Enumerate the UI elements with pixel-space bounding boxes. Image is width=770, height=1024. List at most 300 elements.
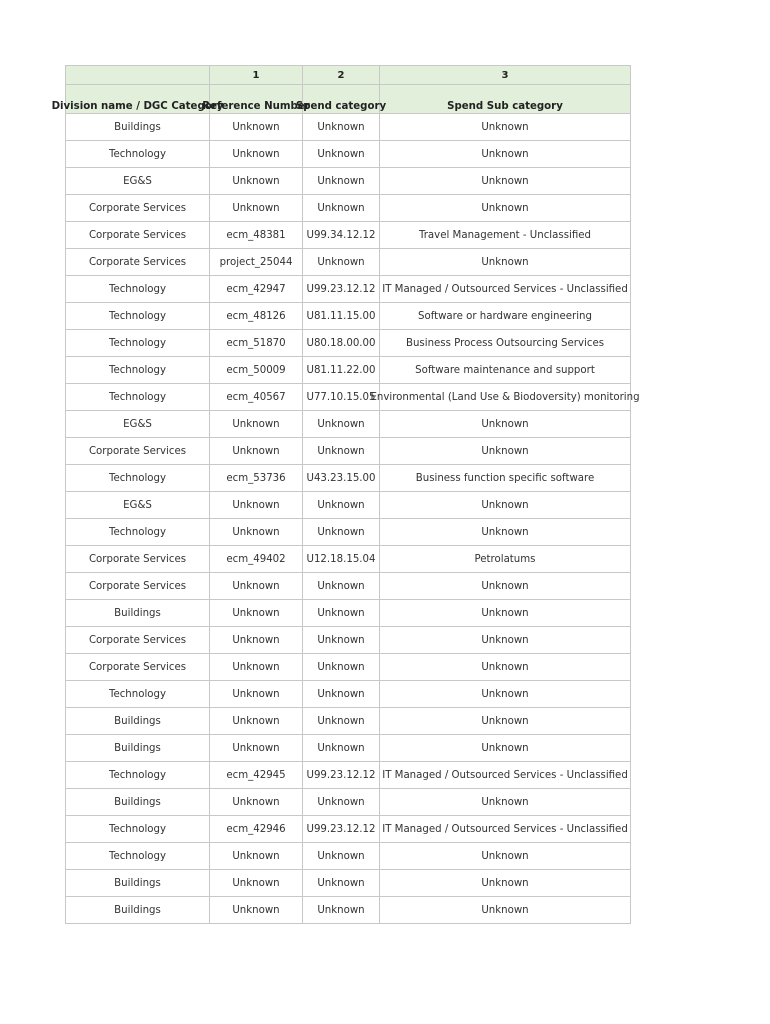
- cell-division: [66, 519, 210, 546]
- cell-spend-category: [303, 195, 380, 222]
- cell-text: Unknown: [317, 580, 365, 592]
- cell-wrap: [66, 851, 209, 862]
- cell-text: Technology: [108, 337, 167, 349]
- cell-spend-sub-category: [380, 330, 631, 357]
- header-reference-wrap: [202, 101, 310, 112]
- header-spend-category: [295, 85, 387, 114]
- cell-wrap: [210, 284, 302, 295]
- header-spend-category-label: Spend category: [295, 101, 387, 112]
- cell-text: Unknown: [317, 526, 365, 538]
- cell-text: Unknown: [232, 499, 280, 511]
- cell-text: U80.18.00.00: [306, 337, 376, 349]
- cell-spend-category: [303, 897, 380, 924]
- cell-reference-number: [210, 141, 303, 168]
- cell-wrap: [66, 689, 209, 700]
- cell-division: [66, 438, 210, 465]
- cell-spend-category: [303, 276, 380, 303]
- table-row: [66, 276, 631, 303]
- cell-text: Unknown: [232, 445, 280, 457]
- table-row: [66, 843, 631, 870]
- cell-spend-sub-category: [370, 384, 640, 411]
- cell-reference-number: [210, 681, 303, 708]
- cell-wrap: [303, 230, 379, 241]
- cell-division: [66, 762, 210, 789]
- cell-spend-sub-category: [380, 627, 631, 654]
- cell-wrap: [210, 311, 302, 322]
- cell-reference-number: [210, 168, 303, 195]
- cell-spend-sub-category: [380, 195, 631, 222]
- cell-text: U99.34.12.12: [306, 229, 376, 241]
- cell-text: Unknown: [317, 661, 365, 673]
- cell-text: Buildings: [114, 607, 161, 619]
- cell-division: [66, 384, 210, 411]
- cell-wrap: [380, 419, 630, 430]
- cell-text: Unknown: [232, 688, 280, 700]
- cell-wrap: [210, 581, 302, 592]
- cell-reference-number: [210, 735, 303, 762]
- cell-reference-number: [210, 465, 303, 492]
- cell-reference-number: [210, 789, 303, 816]
- cell-text: Unknown: [232, 796, 280, 808]
- cell-text: Unknown: [317, 688, 365, 700]
- cell-text: Unknown: [317, 715, 365, 727]
- cell-text: ecm_48381: [226, 229, 286, 241]
- cell-division: [66, 195, 210, 222]
- cell-wrap: [303, 338, 379, 349]
- cell-wrap: [66, 446, 209, 457]
- cell-wrap: [303, 392, 379, 403]
- cell-wrap: [210, 419, 302, 430]
- cell-spend-sub-category: [380, 276, 631, 303]
- cell-wrap: [210, 338, 302, 349]
- table-row: [66, 384, 631, 411]
- cell-reference-number: [210, 546, 303, 573]
- cell-division: [66, 330, 210, 357]
- cell-reference-number: [210, 384, 303, 411]
- header-reference-number: [202, 85, 310, 114]
- cell-text: Technology: [108, 688, 167, 700]
- table-row: [66, 357, 631, 384]
- cell-wrap: [210, 446, 302, 457]
- cell-text: Technology: [108, 310, 167, 322]
- cell-text: U81.11.22.00: [306, 364, 376, 376]
- header-sub-category-wrap: [380, 101, 630, 112]
- cell-reference-number: [210, 195, 303, 222]
- cell-reference-number: [210, 519, 303, 546]
- cell-wrap: [66, 500, 209, 511]
- cell-text: Unknown: [317, 256, 365, 268]
- cell-spend-category: [303, 168, 380, 195]
- cell-text: Unknown: [232, 742, 280, 754]
- cell-reference-number: [210, 357, 303, 384]
- cell-division: [66, 681, 210, 708]
- cell-reference-number: [210, 303, 303, 330]
- cell-text: Unknown: [232, 634, 280, 646]
- cell-spend-sub-category: [380, 681, 631, 708]
- cell-text: Buildings: [114, 796, 161, 808]
- cell-text: Unknown: [481, 148, 529, 160]
- cell-wrap: [210, 743, 302, 754]
- cell-wrap: [380, 365, 630, 376]
- table-row: [66, 114, 631, 141]
- cell-wrap: [66, 554, 209, 565]
- cell-wrap: [303, 743, 379, 754]
- cell-division: [66, 627, 210, 654]
- cell-spend-sub-category: [380, 762, 631, 789]
- cell-wrap: [380, 230, 630, 241]
- cell-text: Business function specific software: [415, 472, 595, 484]
- cell-wrap: [66, 662, 209, 673]
- table-row: [66, 141, 631, 168]
- cell-division: [66, 708, 210, 735]
- cell-wrap: [303, 851, 379, 862]
- cell-wrap: [210, 230, 302, 241]
- cell-wrap: [380, 176, 630, 187]
- cell-spend-category: [303, 708, 380, 735]
- cell-reference-number: [210, 411, 303, 438]
- cell-wrap: [380, 122, 630, 133]
- cell-text: Unknown: [317, 877, 365, 889]
- cell-text: Unknown: [317, 445, 365, 457]
- cell-wrap: [210, 257, 302, 268]
- cell-wrap: [210, 716, 302, 727]
- cell-wrap: [303, 284, 379, 295]
- cell-wrap: [210, 797, 302, 808]
- cell-division: [66, 411, 210, 438]
- cell-wrap: [380, 851, 630, 862]
- cell-text: Unknown: [481, 688, 529, 700]
- cell-reference-number: [210, 843, 303, 870]
- cell-spend-category: [303, 762, 380, 789]
- cell-text: Technology: [108, 823, 167, 835]
- cell-spend-category: [303, 654, 380, 681]
- cell-text: Software maintenance and support: [415, 364, 595, 376]
- table-row: [66, 222, 631, 249]
- cell-text: Unknown: [481, 445, 529, 457]
- cell-text: Unknown: [317, 148, 365, 160]
- cell-text: Corporate Services: [88, 580, 187, 592]
- cell-wrap: [303, 527, 379, 538]
- cell-text: Unknown: [317, 904, 365, 916]
- cell-wrap: [66, 824, 209, 835]
- column-number-row: [66, 66, 631, 85]
- cell-spend-category: [303, 519, 380, 546]
- cell-wrap: [303, 662, 379, 673]
- cell-text: Technology: [108, 526, 167, 538]
- cell-text: Unknown: [232, 661, 280, 673]
- cell-spend-category: [303, 438, 380, 465]
- cell-spend-category: [303, 870, 380, 897]
- cell-wrap: [66, 473, 209, 484]
- cell-text: Technology: [108, 364, 167, 376]
- cell-wrap: [66, 257, 209, 268]
- cell-division: [66, 870, 210, 897]
- cell-text: ecm_50009: [226, 364, 286, 376]
- cell-wrap: [380, 311, 630, 322]
- cell-spend-category: [303, 843, 380, 870]
- cell-wrap: [66, 149, 209, 160]
- cell-text: Corporate Services: [88, 229, 187, 241]
- cell-spend-sub-category: [380, 222, 631, 249]
- cell-text: Unknown: [481, 715, 529, 727]
- cell-wrap: [66, 203, 209, 214]
- header-division-wrap: [51, 101, 224, 112]
- cell-wrap: [303, 203, 379, 214]
- cell-text: Unknown: [317, 742, 365, 754]
- table-row: [66, 249, 631, 276]
- cell-text: Buildings: [114, 742, 161, 754]
- table-row: [66, 897, 631, 924]
- cell-wrap: [210, 608, 302, 619]
- cell-text: Unknown: [232, 148, 280, 160]
- cell-text: Unknown: [481, 256, 529, 268]
- cell-wrap: [210, 824, 302, 835]
- cell-text: Buildings: [114, 121, 161, 133]
- table-body: [66, 114, 640, 924]
- table-row: [66, 411, 631, 438]
- cell-wrap: [66, 716, 209, 727]
- cell-spend-category: [303, 816, 380, 843]
- cell-reference-number: [210, 600, 303, 627]
- cell-wrap: [210, 554, 302, 565]
- cell-wrap: [380, 905, 630, 916]
- cell-division: [66, 303, 210, 330]
- cell-wrap: [66, 392, 209, 403]
- cell-text: ecm_51870: [226, 337, 286, 349]
- cell-text: U99.23.12.12: [306, 823, 376, 835]
- cell-spend-sub-category: [380, 519, 631, 546]
- cell-text: Unknown: [317, 202, 365, 214]
- cell-wrap: [210, 851, 302, 862]
- cell-text: Unknown: [232, 175, 280, 187]
- cell-reference-number: [210, 114, 303, 141]
- cell-spend-sub-category: [380, 411, 631, 438]
- cell-spend-category: [303, 303, 380, 330]
- cell-text: Technology: [108, 850, 167, 862]
- column-header-row: [66, 85, 631, 114]
- cell-spend-category: [303, 600, 380, 627]
- cell-spend-sub-category: [380, 114, 631, 141]
- cell-reference-number: [210, 870, 303, 897]
- cell-wrap: [370, 391, 640, 403]
- cell-text: IT Managed / Outsourced Services - Unclassified: [382, 823, 628, 835]
- cell-text: Technology: [108, 148, 167, 160]
- cell-wrap: [380, 446, 630, 457]
- cell-text: Technology: [108, 391, 167, 403]
- cell-text: Unknown: [317, 175, 365, 187]
- cell-reference-number: [210, 897, 303, 924]
- table-row: [66, 681, 631, 708]
- cell-text: Environmental (Land Use & Biodoversity) monitoring: [370, 391, 640, 403]
- cell-text: Business Process Outsourcing Services: [405, 337, 605, 349]
- cell-reference-number: [210, 222, 303, 249]
- column-number-cell: 2: [303, 66, 380, 85]
- cell-text: Unknown: [481, 634, 529, 646]
- cell-reference-number: [210, 654, 303, 681]
- cell-reference-number: [210, 762, 303, 789]
- cell-spend-category: [303, 249, 380, 276]
- cell-wrap: [66, 743, 209, 754]
- cell-wrap: [66, 311, 209, 322]
- table-row: [66, 573, 631, 600]
- cell-text: IT Managed / Outsourced Services - Unclassified: [382, 769, 628, 781]
- cell-text: ecm_42945: [226, 769, 286, 781]
- header-spend-sub-category: [380, 85, 631, 114]
- cell-wrap: [210, 770, 302, 781]
- cell-wrap: [303, 554, 379, 565]
- cell-wrap: [210, 500, 302, 511]
- cell-text: U77.10.15.05: [306, 391, 376, 403]
- cell-spend-sub-category: [380, 843, 631, 870]
- cell-wrap: [380, 581, 630, 592]
- cell-spend-sub-category: [380, 816, 631, 843]
- cell-wrap: [380, 770, 630, 781]
- cell-division: [66, 789, 210, 816]
- cell-wrap: [303, 635, 379, 646]
- cell-text: Unknown: [317, 499, 365, 511]
- cell-text: Unknown: [232, 850, 280, 862]
- cell-division: [66, 168, 210, 195]
- cell-text: Unknown: [232, 202, 280, 214]
- cell-wrap: [66, 338, 209, 349]
- cell-wrap: [303, 122, 379, 133]
- table-row: [66, 330, 631, 357]
- cell-wrap: [380, 824, 630, 835]
- cell-wrap: [210, 203, 302, 214]
- header-division: [51, 85, 224, 114]
- cell-text: Unknown: [317, 796, 365, 808]
- cell-wrap: [303, 473, 379, 484]
- cell-wrap: [66, 635, 209, 646]
- cell-text: Unknown: [481, 580, 529, 592]
- table-row: [66, 465, 631, 492]
- cell-text: Corporate Services: [88, 445, 187, 457]
- table-row: [66, 519, 631, 546]
- cell-reference-number: [210, 249, 303, 276]
- cell-division: [66, 276, 210, 303]
- cell-wrap: [210, 689, 302, 700]
- cell-wrap: [380, 743, 630, 754]
- cell-text: EG&S: [123, 499, 152, 511]
- cell-text: Unknown: [481, 742, 529, 754]
- cell-spend-sub-category: [380, 870, 631, 897]
- cell-wrap: [380, 527, 630, 538]
- cell-spend-category: [303, 735, 380, 762]
- cell-text: Travel Management - Unclassified: [419, 229, 591, 241]
- column-number-cell: 3: [380, 66, 631, 85]
- cell-text: Unknown: [481, 904, 529, 916]
- cell-wrap: [303, 149, 379, 160]
- cell-spend-category: [303, 411, 380, 438]
- cell-wrap: [66, 284, 209, 295]
- cell-wrap: [210, 878, 302, 889]
- cell-text: Software or hardware engineering: [418, 310, 592, 322]
- cell-division: [66, 465, 210, 492]
- cell-wrap: [380, 878, 630, 889]
- cell-spend-sub-category: [380, 438, 631, 465]
- cell-spend-sub-category: [380, 573, 631, 600]
- cell-wrap: [66, 770, 209, 781]
- cell-wrap: [380, 203, 630, 214]
- cell-spend-category: [303, 681, 380, 708]
- cell-text: Technology: [108, 769, 167, 781]
- cell-text: Unknown: [232, 904, 280, 916]
- cell-wrap: [380, 338, 630, 349]
- cell-spend-category: [303, 384, 380, 411]
- cell-wrap: [380, 608, 630, 619]
- cell-text: EG&S: [123, 175, 152, 187]
- cell-division: [66, 816, 210, 843]
- cell-reference-number: [210, 708, 303, 735]
- cell-text: Unknown: [481, 175, 529, 187]
- cell-wrap: [210, 365, 302, 376]
- cell-text: Unknown: [481, 499, 529, 511]
- cell-division: [66, 249, 210, 276]
- cell-wrap: [303, 581, 379, 592]
- table-row: [66, 654, 631, 681]
- cell-wrap: [210, 635, 302, 646]
- cell-division: [66, 492, 210, 519]
- cell-wrap: [303, 176, 379, 187]
- cell-spend-sub-category: [380, 897, 631, 924]
- cell-spend-category: [303, 789, 380, 816]
- cell-spend-sub-category: [380, 141, 631, 168]
- cell-text: Unknown: [317, 121, 365, 133]
- cell-text: Unknown: [481, 202, 529, 214]
- cell-text: Corporate Services: [88, 634, 187, 646]
- cell-wrap: [380, 149, 630, 160]
- cell-division: [66, 114, 210, 141]
- cell-wrap: [66, 905, 209, 916]
- cell-text: Unknown: [317, 418, 365, 430]
- cell-wrap: [380, 500, 630, 511]
- table-row: [66, 438, 631, 465]
- cell-spend-category: [303, 114, 380, 141]
- cell-text: Unknown: [232, 121, 280, 133]
- cell-text: Corporate Services: [88, 553, 187, 565]
- cell-wrap: [66, 419, 209, 430]
- cell-text: Unknown: [481, 877, 529, 889]
- cell-text: Unknown: [481, 661, 529, 673]
- cell-text: Unknown: [481, 607, 529, 619]
- cell-division: [66, 654, 210, 681]
- cell-spend-category: [303, 141, 380, 168]
- cell-wrap: [380, 257, 630, 268]
- cell-wrap: [66, 878, 209, 889]
- cell-text: ecm_40567: [226, 391, 286, 403]
- cell-text: Unknown: [317, 607, 365, 619]
- cell-wrap: [303, 824, 379, 835]
- header-reference-label: Reference Number: [202, 101, 310, 112]
- cell-wrap: [210, 905, 302, 916]
- cell-text: Unknown: [481, 796, 529, 808]
- table-row: [66, 816, 631, 843]
- cell-text: U99.23.12.12: [306, 283, 376, 295]
- cell-spend-sub-category: [380, 465, 631, 492]
- cell-spend-sub-category: [380, 168, 631, 195]
- cell-spend-category: [303, 330, 380, 357]
- cell-wrap: [210, 392, 302, 403]
- header-sub-category-label: Spend Sub category: [447, 101, 563, 112]
- cell-division: [66, 897, 210, 924]
- cell-text: EG&S: [123, 418, 152, 430]
- cell-spend-category: [303, 546, 380, 573]
- cell-wrap: [303, 770, 379, 781]
- cell-spend-sub-category: [380, 654, 631, 681]
- cell-text: Technology: [108, 472, 167, 484]
- cell-wrap: [303, 905, 379, 916]
- cell-spend-sub-category: [380, 708, 631, 735]
